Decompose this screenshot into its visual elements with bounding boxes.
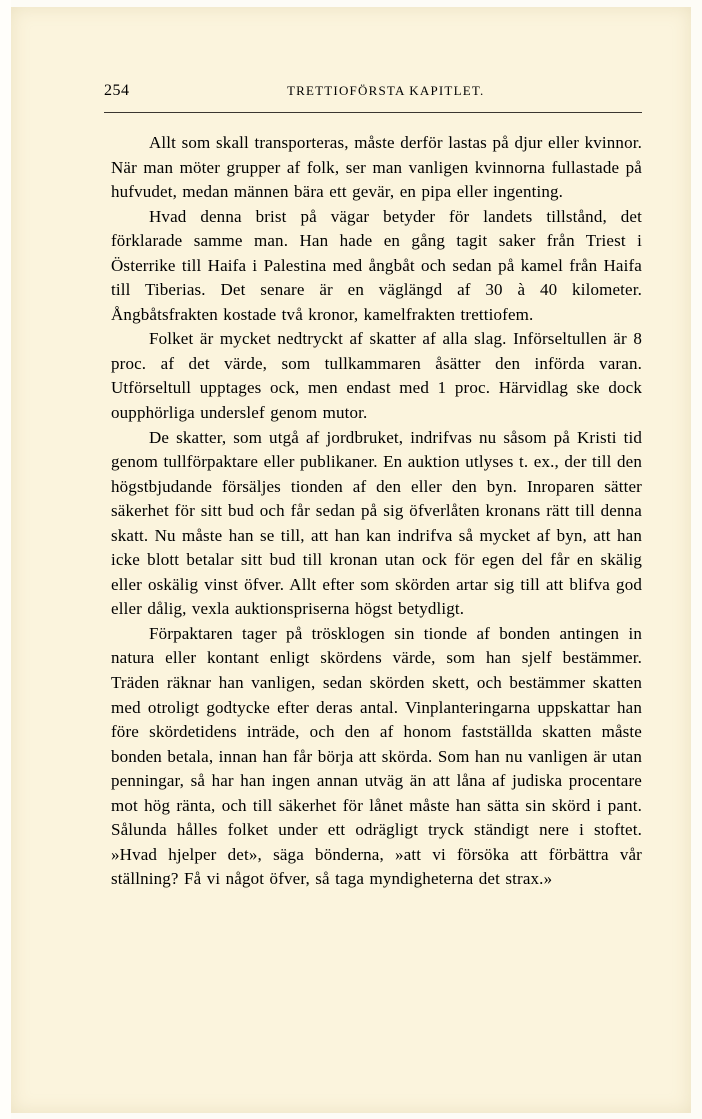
paragraph: Hvad denna brist på vägar betyder för landets tillstånd, det förklarade samme man. Han hade en gång tagit saker från Triest i Österrike till Haifa i Palestina med ångbåt och sedan på kamel från Haifa till Tiberias. Det senare är en väglängd af 30 à 40 kilometer. Ångbåtsfrakten kostade två kronor, kamelfrakten trettiofem. <box>111 206 642 324</box>
page-number: 254 <box>104 82 130 99</box>
body-text <box>111 131 642 892</box>
page-header <box>104 82 642 104</box>
paragraph: Förpaktaren tager på trösklogen sin tionde af bonden antingen in natura eller kontant enligt skördens värde, som han sjelf bestämmer. Träden räknar han vanligen, sedan skörden skett, och bestämmer skatten med otroligt godtycke efter deras antal. Vinplanteringarna uppskattar han före skördetidens inträde, och den af honom fastställda skatten måste bonden betala, innan han får börja att skörda. Som han nu vanligen är utan penningar, så har han ingen annan utväg än att låna af judiska procentare mot hög ränta, och till säkerhet för lånet måste han sätta sin skörd i pant. Sålunda hålles folket under ett odrägligt tryck ständigt nere i stoftet. »Hvad hjelper det», säga bönderna, »att vi försöka att förbättra vår ställning? Få vi något öfver, så taga myndigheterna det strax.» <box>111 623 642 889</box>
running-head: TRETTIOFÖRSTA KAPITLET. <box>287 83 485 98</box>
header-rule <box>104 112 642 113</box>
scan-margin <box>0 0 11 1119</box>
paragraph: Allt som skall transporteras, måste derför lastas på djur eller kvinnor. När man möter grupper af folk, ser man vanligen kvinnorna fullastade på hufvudet, medan männen bära ett gevär, en pipa eller ingenting. <box>111 133 642 202</box>
paragraph: Folket är mycket nedtryckt af skatter af alla slag. Införseltullen är 8 proc. af det värde, som tullkammaren åsätter den införda varan. Utförseltull upptages ock, men endast med 1 proc. Härvidlag ske dock oupphörliga underslef genom mutor. <box>111 329 642 423</box>
paragraph: De skatter, som utgå af jordbruket, indrifvas nu såsom på Kristi tid genom tullförpaktare eller publikaner. En auktion utlyses t. ex., der till den högstbjudande försäljes tionden af den eller den byn. Inroparen sätter säkerhet för sitt bud och får sedan på sig öfverlåten kronans rätt till denna skatt. Nu måste han se till, att han kan indrifva så mycket af byn, att han icke blott betalar sitt bud till kronan utan ock för egen del får en skälig eller oskälig vinst öfver. Allt efter som skörden artar sig till att blifva god eller dålig, vexla auktionspriserna högst betydligt. <box>111 427 642 619</box>
